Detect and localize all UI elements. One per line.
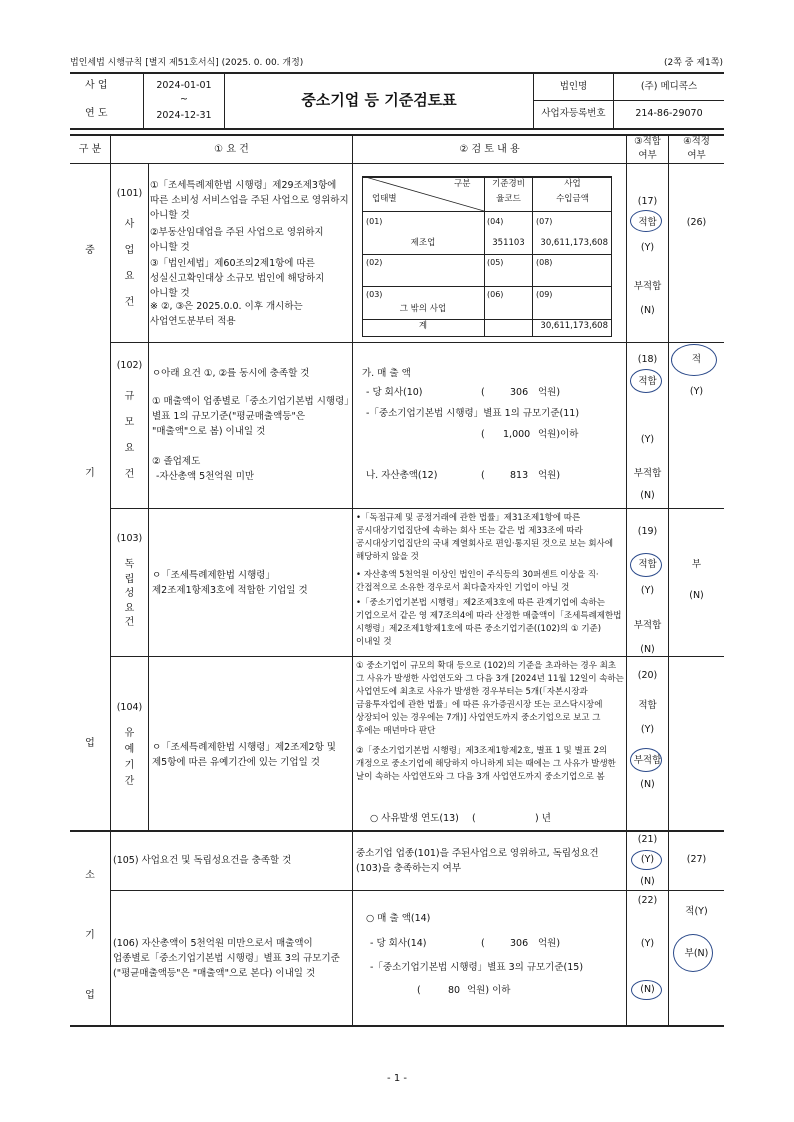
r105-review: 중소기업 업종(101)을 주된사업으로 영위하고, 독립성요건(103)을 충족하는지 여부 [356,848,599,874]
r103-fit-y: (Y) [640,585,655,596]
r103-final-2: (N) [689,590,704,601]
r106-final-2: 부(N) [684,948,709,959]
period-start: 2024-01-01 [156,80,212,91]
r106-r2-val: 80 [448,985,461,996]
r102-b-val: 813 [510,470,529,481]
r105-final: (27) [686,854,707,865]
r106-r1-val: 306 [510,938,529,949]
r103-fit-yes: 적합 [638,559,657,570]
r104-occur-close: ) 년 [535,813,551,824]
r104-fit-n: (N) [640,779,655,790]
th-rev-1: 사업 [564,179,581,189]
paren-open: ( [481,387,485,398]
r105-text: (105) 사업요건 및 독립성요건을 충족할 것 [113,855,292,866]
col-fit-2: 여부 [638,150,657,161]
r102-b-title: 나. 자산총액(12) [366,470,438,481]
selection-circle [630,748,662,772]
r101-code: (101) [116,188,143,199]
r102-a-1: - 당 회사(10) [366,387,423,398]
r102-line-1: ㅇ아래 요건 ①, ②를 동시에 충족할 것 [152,368,310,379]
r106-r2-unit: 억원) 이하 [467,985,511,996]
r102-b-unit: 억원) [538,470,561,481]
r105-fit-y: (Y) [640,854,655,865]
r103-review-3: •「중소기업기본법 시행령」제2조제3호에 따른 관계기업에 속하는 기업으로서 같은 영 제7조의4에 따라 산정한 매출액이「조세특례제한법 시행령」제2조제1항제1호에 따른 중소기업기준((102)의 ① 기준) 이내일 것 [356,598,622,647]
paren-open: ( [481,470,485,481]
cell-no: (09) [536,290,553,299]
r102-fit-nofit: 부적합 [633,468,662,479]
page-number: - 1 - [387,1073,407,1084]
selection-circle [630,369,662,393]
r103-final-1: 부 [691,559,702,570]
selection-circle [630,553,662,577]
r105-fit-no: (21) [637,834,658,845]
th-gubun: 구분 [454,179,471,189]
period-end: 2024-12-31 [156,110,212,121]
col-final-1: ④적정 [683,136,710,147]
r106-r2: -「중소기업기본법 시행령」별표 3의 규모기준(15) [370,962,584,973]
side-label-gi-2: 기 [85,930,95,941]
r104-fit-nofit: 부적합 [633,755,662,766]
r106-r1: - 당 회사(14) [370,938,427,949]
th-code-2: 율코드 [496,194,521,204]
r101-item-1: ①「조세특례제한법 시행령」제29조제3항에 따른 소비성 서비스업을 주된 사업으로 영위하지 아니할 것 [150,180,349,221]
r102-a-1-val: 306 [510,387,529,398]
r104-code: (104) [116,702,143,713]
col-category: 구 분 [78,144,102,155]
r102-a-2-unit: 억원)이하 [538,429,579,440]
side-label-so: 소 [85,870,95,881]
r102-code: (102) [116,360,143,371]
cell-no: (05) [487,258,504,267]
cell-no: (07) [536,217,553,226]
col-final-2: 여부 [687,150,706,161]
form-title: 법인세법 시행규칙 [별지 제51호서식] (2025. 0. 00. 개정) [70,58,304,68]
corp-name-label: 법인명 [559,81,588,92]
doc-title: 중소기업 등 기준검토표 [301,91,457,109]
r106-title: ○ 매 출 액(14) [366,913,431,924]
side-label-jung: 중 [85,245,95,256]
r101-fit-no: (17) [637,196,658,207]
r102-final-2: (Y) [689,386,704,397]
r103-review-2: • 자산총액 5천억원 이상인 법인이 주식등의 30퍼센트 이상을 직·간접적으로 소유한 경우로서 최다출자자인 기업이 아닐 것 [356,570,599,593]
r101-fit-y: (Y) [640,242,655,253]
r103-fit-n: (N) [640,644,655,655]
side-label-gi: 기 [85,468,95,479]
cell-no: (03) [366,290,383,299]
r103-text: ㅇ「조세특례제한법 시행령」제2조제1항제3호에 적합한 기업일 것 [152,570,308,596]
r102-line-3: ② 졸업제도 [152,456,201,467]
r102-a-title: 가. 매 출 액 [362,368,411,379]
col-fit-1: ③적합 [634,136,661,147]
r101-note: ※ ②, ③은 2025.0.0. 이후 개시하는 사업연도분부터 적용 [150,301,303,327]
r106-r1-unit: 억원) [538,938,561,949]
corp-name: (주) 메디콕스 [640,81,698,92]
page-info: (2쪽 중 제1쪽) [664,58,723,68]
selection-circle [673,934,713,972]
r104-fit-no: (20) [637,670,658,681]
cell-amount: 30,611,173,608 [540,238,608,248]
year-label-2: 연 도 [85,108,108,119]
r102-a-unit: 억원) [538,387,561,398]
r101-fit-yes: 적합 [638,217,657,228]
r102-fit-no: (18) [637,354,658,365]
th-industry: 업태별 [372,194,397,204]
r102-a-2-val: 1,000 [503,429,531,440]
cell-no: (04) [487,217,504,226]
side-label-eop: 업 [85,738,95,749]
r102-fit-yes: 적합 [638,376,657,387]
paren-open: ( [481,938,485,949]
r104-review-2: ②「중소기업기본법 시행령」제3조제1항제2호, 별표 1 및 별표 2의 개정으로 중소기업에 해당하지 아니하게 되는 때에는 그 사유가 발생한 날이 속하는 사업연도와 그 다음 3개 사업연도까지 중소기업으로 봄 [356,746,616,782]
r101-item-3: ③「법인세법」제60조의2제1항에 따른 성실신고확인대상 소규모 법인에 해당하지 아니할 것 [150,258,325,299]
r101-final: (26) [686,217,707,228]
th-rev-2: 수입금액 [556,194,589,204]
total-amount: 30,611,173,608 [540,321,608,331]
biz-no: 214-86-29070 [635,108,703,119]
r103-fit-nofit: 부적합 [633,620,662,631]
r106-fit-no: (22) [637,895,658,906]
r103-vlabel: 독 립 성 요 건 [124,559,135,628]
th-code-1: 기준경비 [492,179,525,189]
r102-fit-y: (Y) [640,434,655,445]
r103-review-1: •「독점규제 및 공정거래에 관한 법률」제31조제1항에 따른 공시대상기업집단에 속하는 회사 또는 같은 법 제33조에 따라 공시대상기업집단의 국내 계열회사로 편입·통지된 것으로 보는 회사에 해당하지 않을 것 [356,513,614,562]
col-requirement: ① 요 건 [214,144,249,155]
r104-occur: ○ 사유발생 연도(13) [370,813,459,824]
r103-fit-no: (19) [637,526,658,537]
r106-final-1: 적(Y) [685,906,708,917]
year-label-1: 사 업 [85,80,108,91]
total-label: 계 [418,321,428,331]
r102-line-4: -자산총액 5천억원 미만 [156,471,255,482]
selection-circle [630,210,662,232]
cell-industry: 제조업 [410,238,436,248]
cell-no: (06) [487,290,504,299]
r104-review-1: ① 중소기업이 규모의 확대 등으로 (102)의 기준을 초과하는 경우 최초 그 사유가 발생한 사업연도와 그 다음 3개 [2024년 11월 12일이 속하는 사업연도에 최초로 사유가 발생한 경우부터는 5개(「자본시장과 금융투자업에 관한 법률」에 따른 유가증권시장 또는 코스닥시장에 상장되어 있는 경우에는 7개)] 사업연도까지 중소기업으로 보고 그 후에는 매년마다 판단 [356,661,624,736]
r102-fit-n: (N) [640,490,655,501]
r104-fit-y: (Y) [640,724,655,735]
r106-fit-y: (Y) [640,938,655,949]
paren-open: ( [417,985,421,996]
selection-circle [631,850,662,870]
cell-code: 351103 [492,238,525,248]
r101-fit-n: (N) [640,305,655,316]
r101-vlabel: 사 업 요 건 [124,219,135,308]
selection-circle [631,980,662,1000]
r103-code: (103) [116,533,143,544]
r102-a-2: -「중소기업기본법 시행령」별표 1의 규모기준(11) [366,408,580,419]
r104-vlabel: 유 예 기 간 [124,728,135,787]
r102-final-1: 적 [691,354,702,365]
r101-item-2: ②부동산임대업을 주된 사업으로 영위하지 아니할 것 [150,227,324,253]
r105-fit-n: (N) [640,876,655,887]
r102-vlabel: 규 모 요 건 [124,391,135,480]
r104-fit-yes: 적합 [638,700,657,711]
r101-fit-nofit: 부적합 [633,281,662,292]
cell-no: (01) [366,217,383,226]
r106-fit-n: (N) [640,984,655,995]
r102-line-2: ① 매출액이 업종별로「중소기업기본법 시행령」별표 1의 규모기준("평균매출액등"은 "매출액"으로 봄) 이내일 것 [152,396,350,437]
cell-no: (02) [366,258,383,267]
biz-no-label: 사업자등록번호 [541,108,606,119]
cell-no: (08) [536,258,553,267]
period-tilde: ~ [180,94,188,105]
col-review: ② 검 토 내 용 [459,144,520,155]
selection-circle [671,344,717,376]
r104-text: ㅇ「조세특례제한법 시행령」제2조제2항 및 제5항에 따른 유예기간에 있는 기업일 것 [152,742,336,768]
side-label-eop-2: 업 [85,990,95,1001]
r104-occur-open: ( [472,813,476,824]
cell-industry: 그 밖의 사업 [399,304,447,314]
paren-open: ( [481,429,485,440]
r106-text: (106) 자산총액이 5천억원 미만으로서 매출액이 업종별로「중소기업기본법 시행령」별표 3의 규모기준("평균매출액등"은 "매출액"으로 본다) 이내일 것 [113,938,340,979]
